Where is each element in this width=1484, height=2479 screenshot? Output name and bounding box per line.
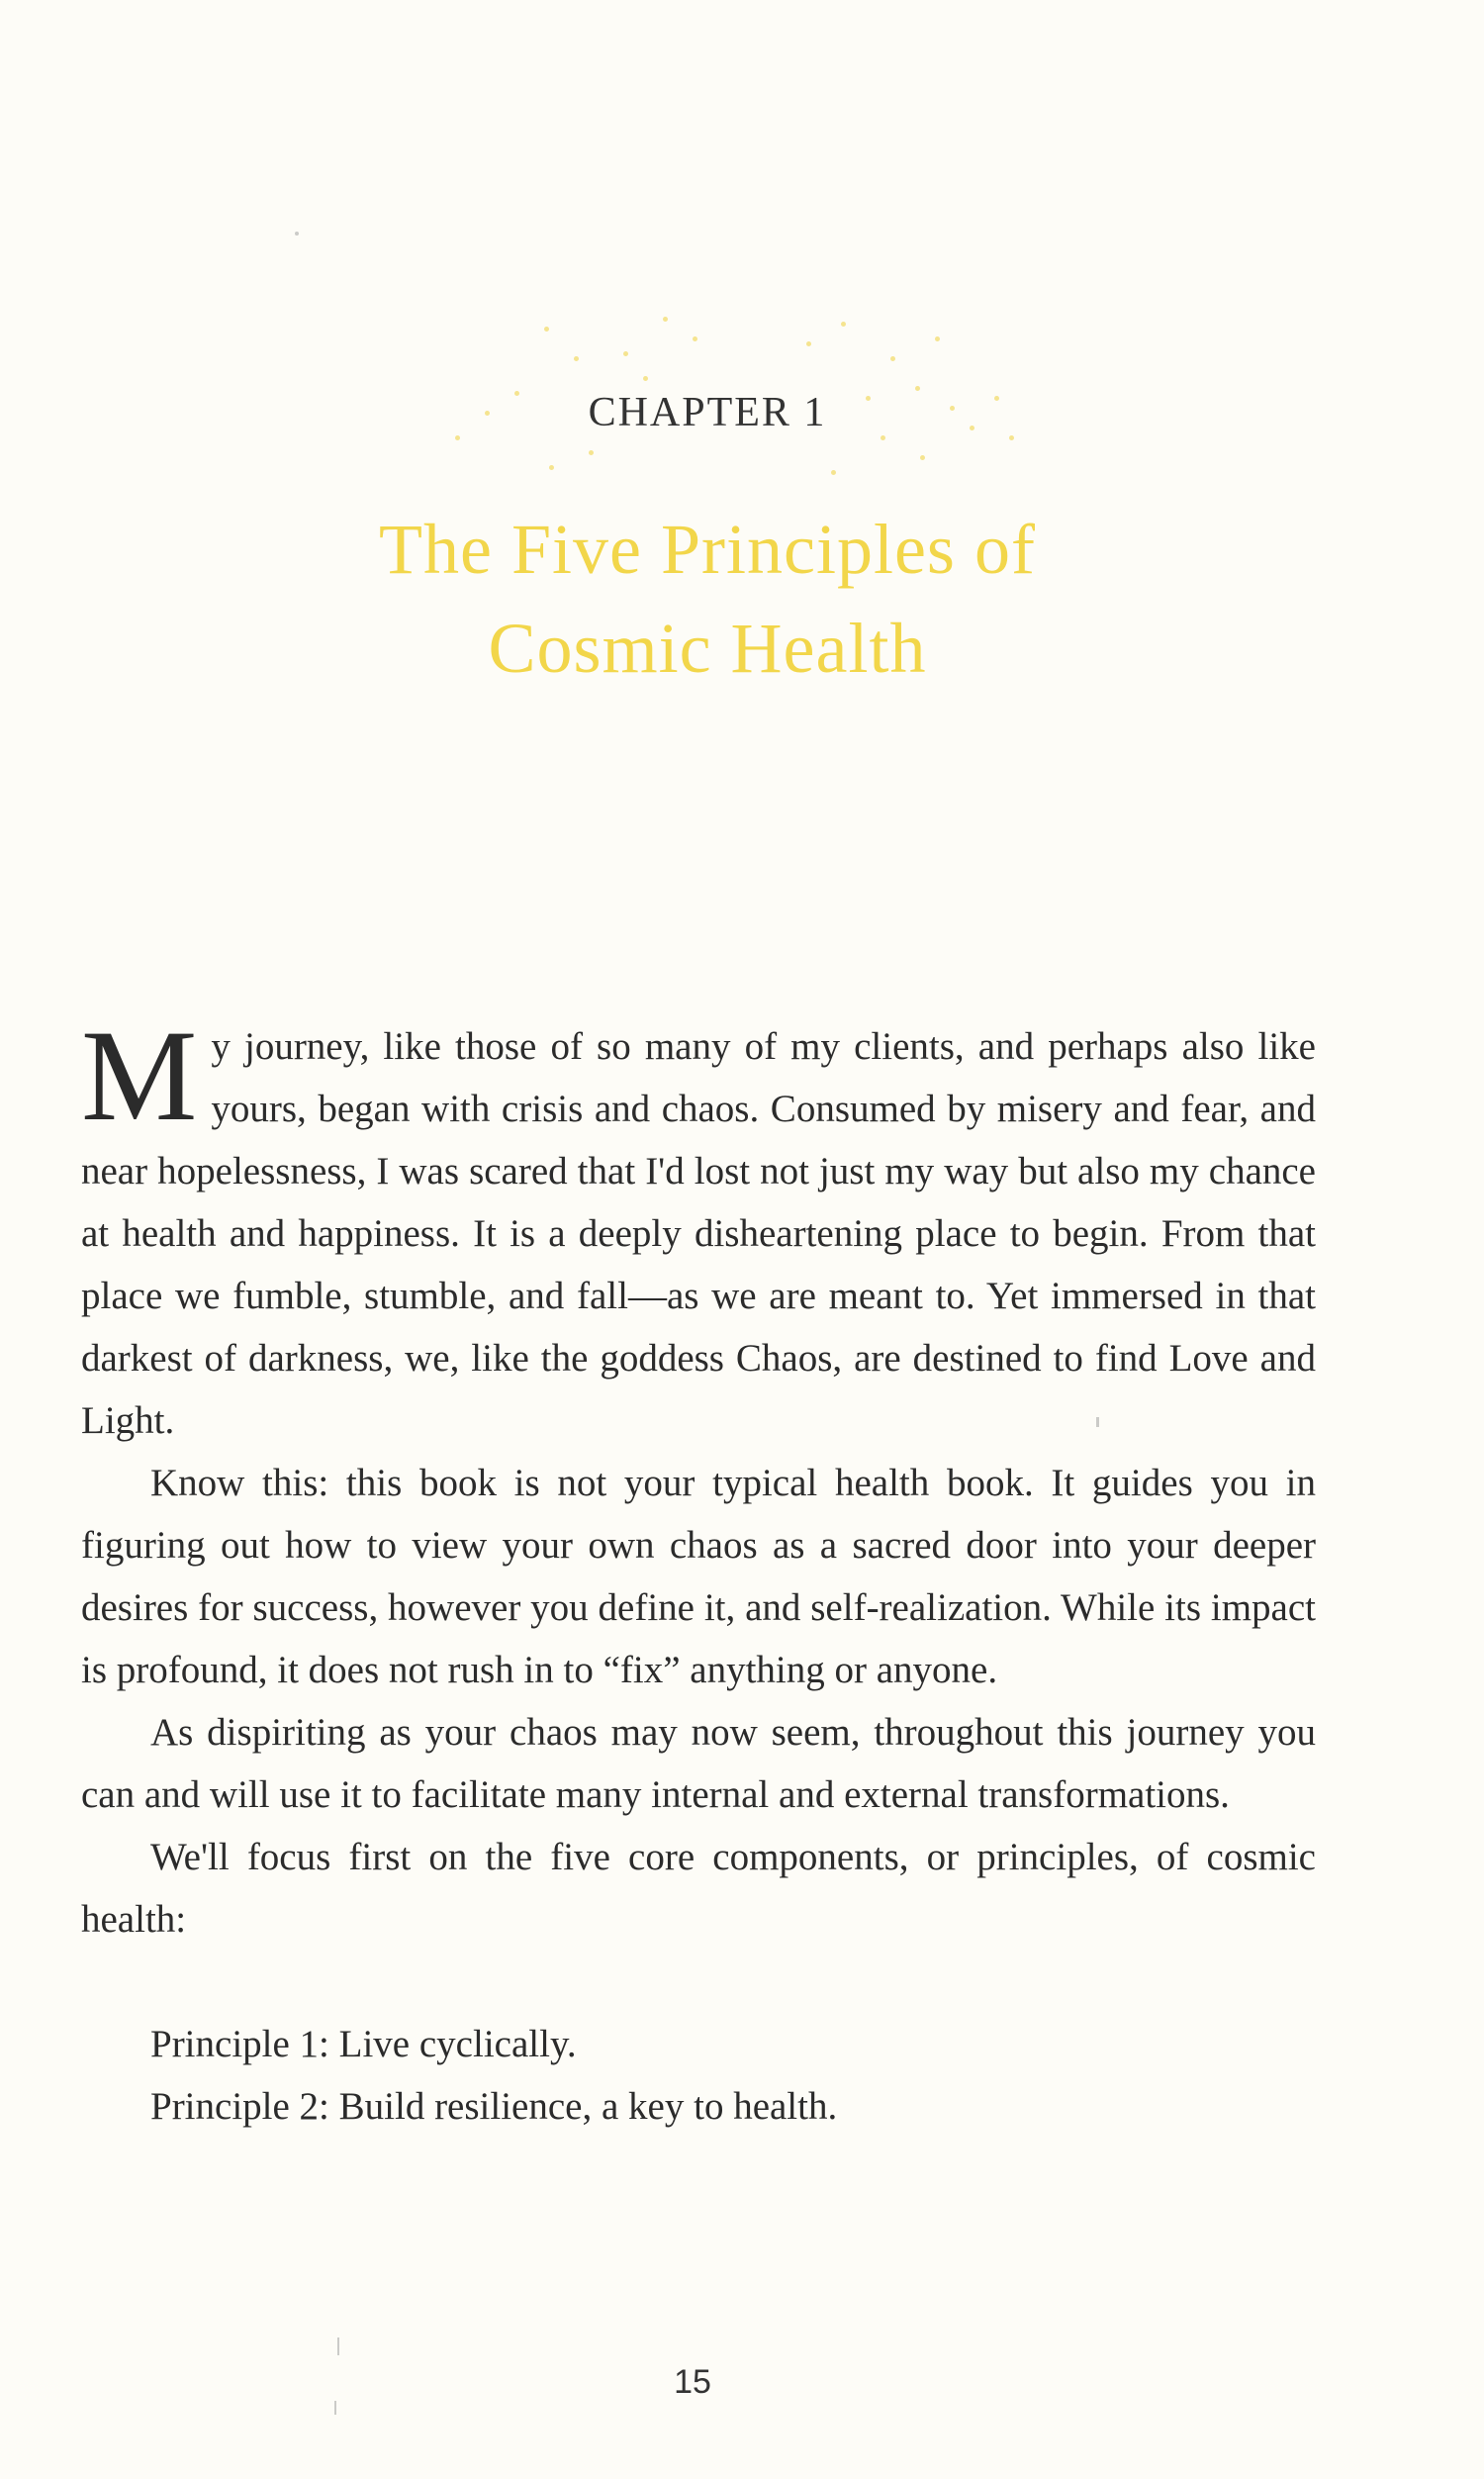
body-text xyxy=(81,1002,1316,2138)
star-dot xyxy=(574,356,579,361)
star-dot xyxy=(589,450,594,455)
chapter-title xyxy=(0,500,1415,698)
chapter-label: CHAPTER 1 xyxy=(588,390,827,435)
star-dot xyxy=(643,376,648,381)
principles-list xyxy=(81,2013,1316,2138)
paragraph-3: As dispiriting as your chaos may now seem, throughout this journey you can and will use it to facilitate many internal and external transformations. xyxy=(81,1711,1316,1816)
star-dot xyxy=(890,356,895,361)
star-dot xyxy=(841,322,846,327)
page-number: 15 xyxy=(674,2363,711,2401)
star-dot xyxy=(663,317,668,322)
paper-speck xyxy=(334,2401,336,2415)
drop-cap: M xyxy=(81,1002,198,1148)
paper-speck xyxy=(1096,1417,1099,1427)
paragraph-1-text: y journey, like those of so many of my clients, and perhaps also like yours, began with crisis and chaos. Consumed by misery and fear, and near hopelessness, I was scared that I'd lost not just my way but also my chance at health and happiness. It is a deeply disheartening place to begin. From that place we fumble, stumble, and fall—as we are meant to. Yet immersed in that darkest of darkness, we, like the goddess Chaos, are destined to find Love and Light. xyxy=(81,1025,1316,1442)
star-dot xyxy=(935,336,940,341)
paper-speck xyxy=(295,232,299,236)
chapter-title-line-1: The Five Principles of xyxy=(379,510,1036,589)
star-dot xyxy=(544,327,549,332)
paragraph-2: Know this: this book is not your typical health book. It guides you in figuring out how to view your own chaos as a sacred door into your deeper desires for success, however you define it, and self-realization. While its impact is profound, it does not rush in to “fix” anything or anyone. xyxy=(81,1462,1316,1691)
star-dot xyxy=(806,341,811,346)
chapter-title-line-2: Cosmic Health xyxy=(488,609,927,688)
star-dot xyxy=(920,455,925,460)
principle-item-2: Principle 2: Build resilience, a key to health. xyxy=(150,2085,838,2128)
principle-item-1: Principle 1: Live cyclically. xyxy=(150,2023,577,2065)
paragraph-4: We'll focus first on the five core components, or principles, of cosmic health: xyxy=(81,1836,1316,1941)
star-dot xyxy=(623,351,628,356)
star-dot xyxy=(831,470,836,475)
paper-speck xyxy=(337,2337,339,2355)
paragraph-1 xyxy=(81,1002,1316,1452)
star-dot xyxy=(549,465,554,470)
star-dot xyxy=(693,336,697,341)
